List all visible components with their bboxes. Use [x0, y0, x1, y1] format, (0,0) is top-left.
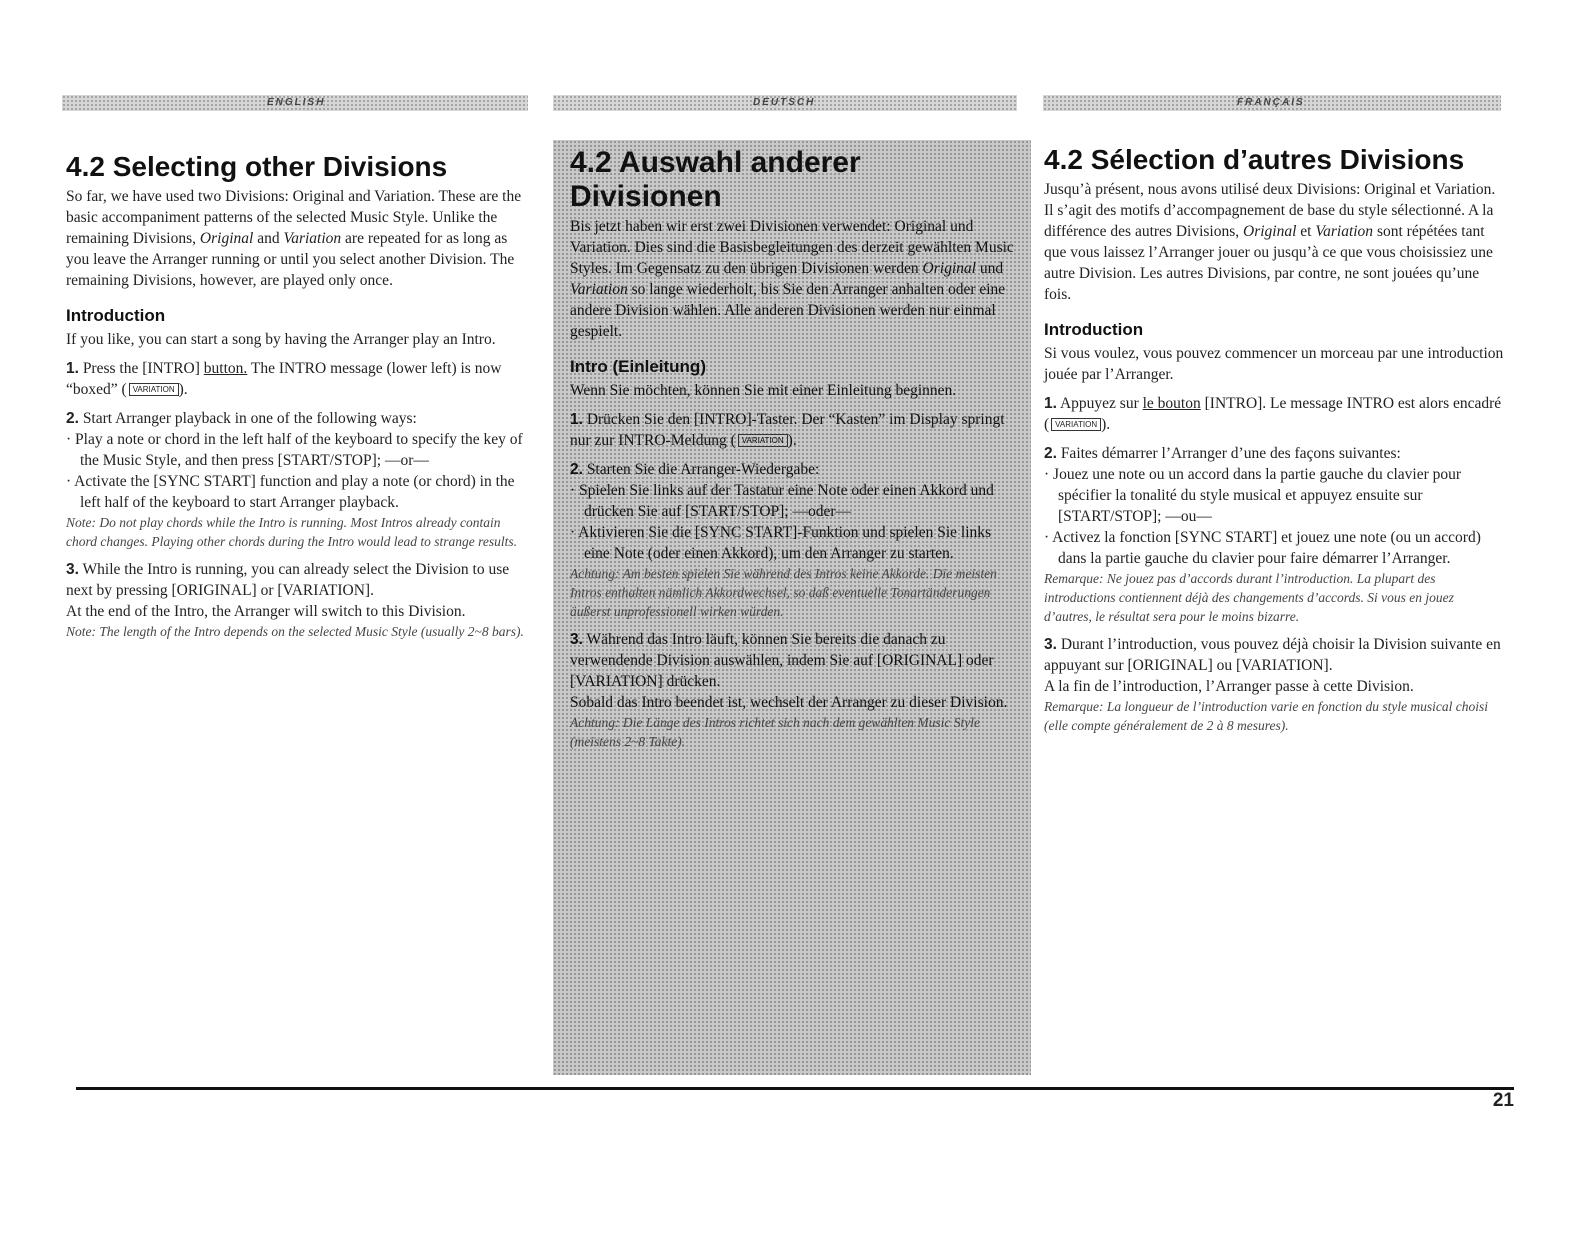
- lcd-variation-icon: VARIATION: [129, 383, 179, 396]
- english-introduction-text: If you like, you can start a song by having the Arranger play an Intro.: [66, 331, 496, 348]
- english-header-label: ENGLISH: [267, 97, 326, 108]
- deutsch-header-label: DEUTSCH: [753, 97, 816, 108]
- deutsch-step-1: 1. Drücken Sie den [INTRO]-Taster. Der “Kasten” im Display springt nur zur INTRO-Meldung ( VARIATION ).: [570, 411, 1005, 449]
- francais-step-3: 3. Durant l’introduction, vous pouvez déjà choisir la Division suivante en appuyant sur [ORIGINAL] ou [VARIATION].: [1044, 636, 1501, 674]
- francais-step-1: 1. Appuyez sur le bouton [INTRO]. Le message INTRO est alors encadré ( VARIATION ).: [1044, 395, 1502, 433]
- english-step-3: 3. While the Intro is running, you can already select the Division to use next by pressing [ORIGINAL] or [VARIATION].: [66, 561, 510, 599]
- english-introduction-heading: Introduction: [66, 306, 166, 325]
- deutsch-intro-paragraph: Bis jetzt haben wir erst zwei Divisionen verwendet: Original und Variation. Dies sind die Basisbegleitungen des derzeit gewählten Music Styles. Im Gegensatz zu den übrigen Divisionen werden Original und Variation so lange wiederholt, bis Sie den Arranger anhalten oder eine andere Division wählen. Alle anderen Divisionen werden nur einmal gespielt.: [570, 218, 1014, 340]
- english-header-bar: [62, 95, 528, 111]
- english-title: 4.2 Selecting other Divisions: [66, 151, 448, 182]
- deutsch-title: 4.2 Auswahl anderer Divisionen: [570, 146, 861, 213]
- deutsch-step-3: 3. Während das Intro läuft, können Sie bereits die danach zu verwendende Division auswählen, indem Sie auf [ORIGINAL] oder [VARIATION] drücken.: [570, 631, 994, 690]
- english-bullet-2: · Activate the [SYNC START] function and play a note (or chord) in the left half of the keyboard to start Arranger playback.: [66, 473, 515, 511]
- francais-step-2: 2. Faites démarrer l’Arranger d’une des façons suivantes:: [1044, 445, 1401, 462]
- francais-step-3-result: A la fin de l’introduction, l’Arranger passe à cette Division.: [1044, 678, 1414, 695]
- francais-title: 4.2 Sélection d’autres Divisions: [1044, 144, 1465, 175]
- lcd-variation-icon: VARIATION: [1051, 418, 1101, 431]
- footer-rule: [76, 1087, 1514, 1090]
- english-step-1: 1. Press the [INTRO] button. The INTRO message (lower left) is now “boxed” ( VARIATION ).: [66, 360, 502, 398]
- english-step-3-result: At the end of the Intro, the Arranger will switch to this Division.: [66, 603, 466, 620]
- francais-header-label: FRANÇAIS: [1237, 97, 1305, 108]
- francais-column: [1044, 143, 1504, 735]
- deutsch-bullet-2: · Aktivieren Sie die [SYNC START]-Funktion und spielen Sie links eine Note (oder einen Akkord), um den Arranger zu starten.: [570, 524, 992, 562]
- english-column: [66, 150, 528, 641]
- deutsch-header-bar: [553, 95, 1017, 111]
- francais-header-bar: [1043, 95, 1501, 111]
- english-bullet-1: · Play a note or chord in the left half of the keyboard to specify the key of the Music Style, and then press [START/STOP]; —or—: [66, 431, 523, 469]
- francais-bullet-1: · Jouez une note ou un accord dans la partie gauche du clavier pour spécifier la tonalité du style musical et appuyez ensuite sur [START/STOP]; —ou—: [1044, 466, 1462, 525]
- lcd-variation-icon: VARIATION: [738, 434, 788, 447]
- deutsch-intro-text: Wenn Sie möchten, können Sie mit einer Einleitung beginnen.: [570, 382, 957, 399]
- francais-note-1: Remarque: Ne jouez pas d’accords durant l’introduction. La plupart des introductions contiennent déjà des changements d’accords. Si vous en jouez d’autres, le résultat sera pour le moins bizarre.: [1044, 571, 1454, 624]
- deutsch-step-3-result: Sobald das Intro beendet ist, wechselt der Arranger zu dieser Division.: [570, 694, 1008, 711]
- francais-bullet-2: · Activez la fonction [SYNC START] et jouez une note (ou un accord) dans la partie gauche du clavier pour faire démarrer l’Arranger.: [1044, 529, 1481, 567]
- deutsch-step-2: 2. Starten Sie die Arranger-Wiedergabe:: [570, 461, 820, 478]
- english-note-2: Note: The length of the Intro depends on the selected Music Style (usually 2~8 bars).: [66, 624, 524, 639]
- deutsch-column: [570, 146, 1018, 751]
- english-note-1: Note: Do not play chords while the Intro is running. Most Intros already contain chord changes. Playing other chords during the Intro would lead to strange results.: [66, 515, 517, 549]
- english-step-2: 2. Start Arranger playback in one of the following ways:: [66, 410, 417, 427]
- deutsch-intro-heading: Intro (Einleitung): [570, 357, 706, 376]
- francais-note-2: Remarque: La longueur de l’introduction varie en fonction du style musical choisi (elle compte généralement de 2 à 8 mesures).: [1044, 699, 1489, 733]
- deutsch-note-2: Achtung: Die Länge des Intros richtet sich nach dem gewählten Music Style (meistens 2~8 Takte).: [570, 715, 981, 749]
- deutsch-note-1: Achtung: Am besten spielen Sie während des Intros keine Akkorde. Die meisten Intros enthalten nämlich Akkordwechsel, so daß eventuelle Tonartänderungen äußerst unprofessionell wirken würden.: [570, 566, 997, 619]
- page-number: 21: [1492, 1090, 1514, 1111]
- francais-introduction-text: Si vous voulez, vous pouvez commencer un morceau par une introduction jouée par l’Arranger.: [1044, 345, 1504, 383]
- francais-intro-paragraph: Jusqu’à présent, nous avons utilisé deux Divisions: Original et Variation. Il s’agit des motifs d’accompagnement de base du style sélectionné. A la différence des autres Divisions, Original et Variation sont répétées tant que vous laissez l’Arranger jouer ou jusqu’à ce que vous choisissiez une autre Division. Les autres Divisions, par contre, ne sont jouées qu’une fois.: [1044, 181, 1496, 303]
- deutsch-bullet-1: · Spielen Sie links auf der Tastatur eine Note oder einen Akkord und drücken Sie auf [START/STOP]; —oder—: [570, 482, 994, 520]
- francais-introduction-heading: Introduction: [1044, 320, 1144, 339]
- english-intro-paragraph: So far, we have used two Divisions: Original and Variation. These are the basic accompaniment patterns of the selected Music Style. Unlike the remaining Divisions, Original and Variation are repeated for as long as you leave the Arranger running or until you select another Division. The remaining Divisions, however, are played only once.: [66, 188, 522, 289]
